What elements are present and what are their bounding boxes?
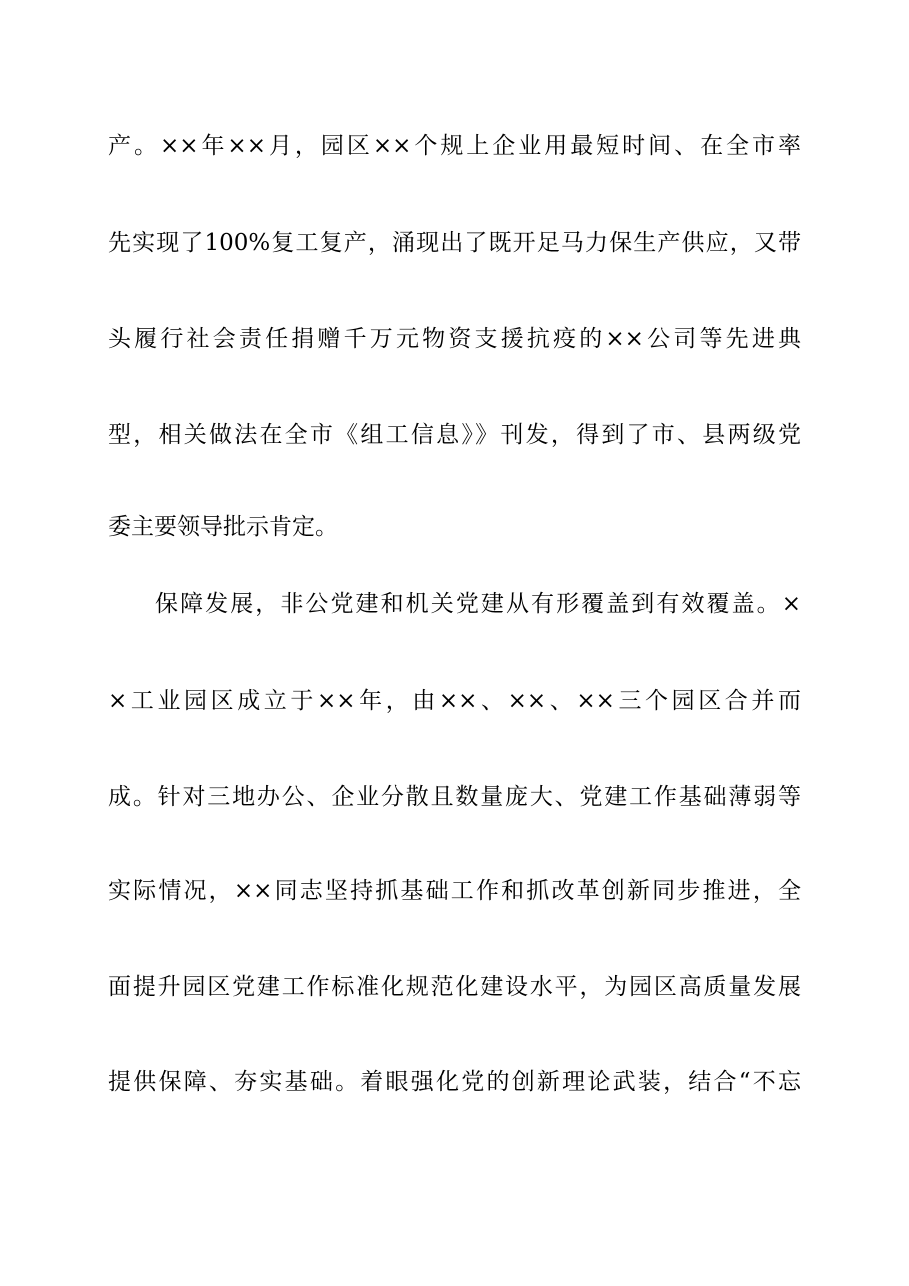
text-line-2: 先实现了100%复工复产，涌现出了既开足马力保生产供应，又带	[108, 230, 801, 256]
text-line-9: 实际情况，××同志坚持抓基础工作和抓改革创新同步推进，全	[108, 878, 801, 904]
text-line-7: ×工业园区成立于××年，由××、××、××三个园区合并而	[108, 688, 801, 714]
text-line-5: 委主要领导批示肯定。	[108, 514, 338, 540]
text-line-3: 头履行社会责任捐赠千万元物资支援抗疫的××公司等先进典	[108, 326, 801, 352]
paragraph-start-line: 保障发展，非公党建和机关党建从有形覆盖到有效覆盖。×	[155, 591, 801, 617]
text-line-11: 提供保障、夯实基础。着眼强化党的创新理论武装，结合“不忘	[108, 1069, 801, 1095]
text-line-1: 产。××年××月，园区××个规上企业用最短时间、在全市率	[108, 133, 801, 159]
text-line-8: 成。针对三地办公、企业分散且数量庞大、党建工作基础薄弱等	[108, 784, 801, 810]
text-line-4: 型，相关做法在全市《组工信息》》刊发，得到了市、县两级党	[108, 422, 801, 448]
text-line-10: 面提升园区党建工作标准化规范化建设水平，为园区高质量发展	[108, 974, 801, 1000]
